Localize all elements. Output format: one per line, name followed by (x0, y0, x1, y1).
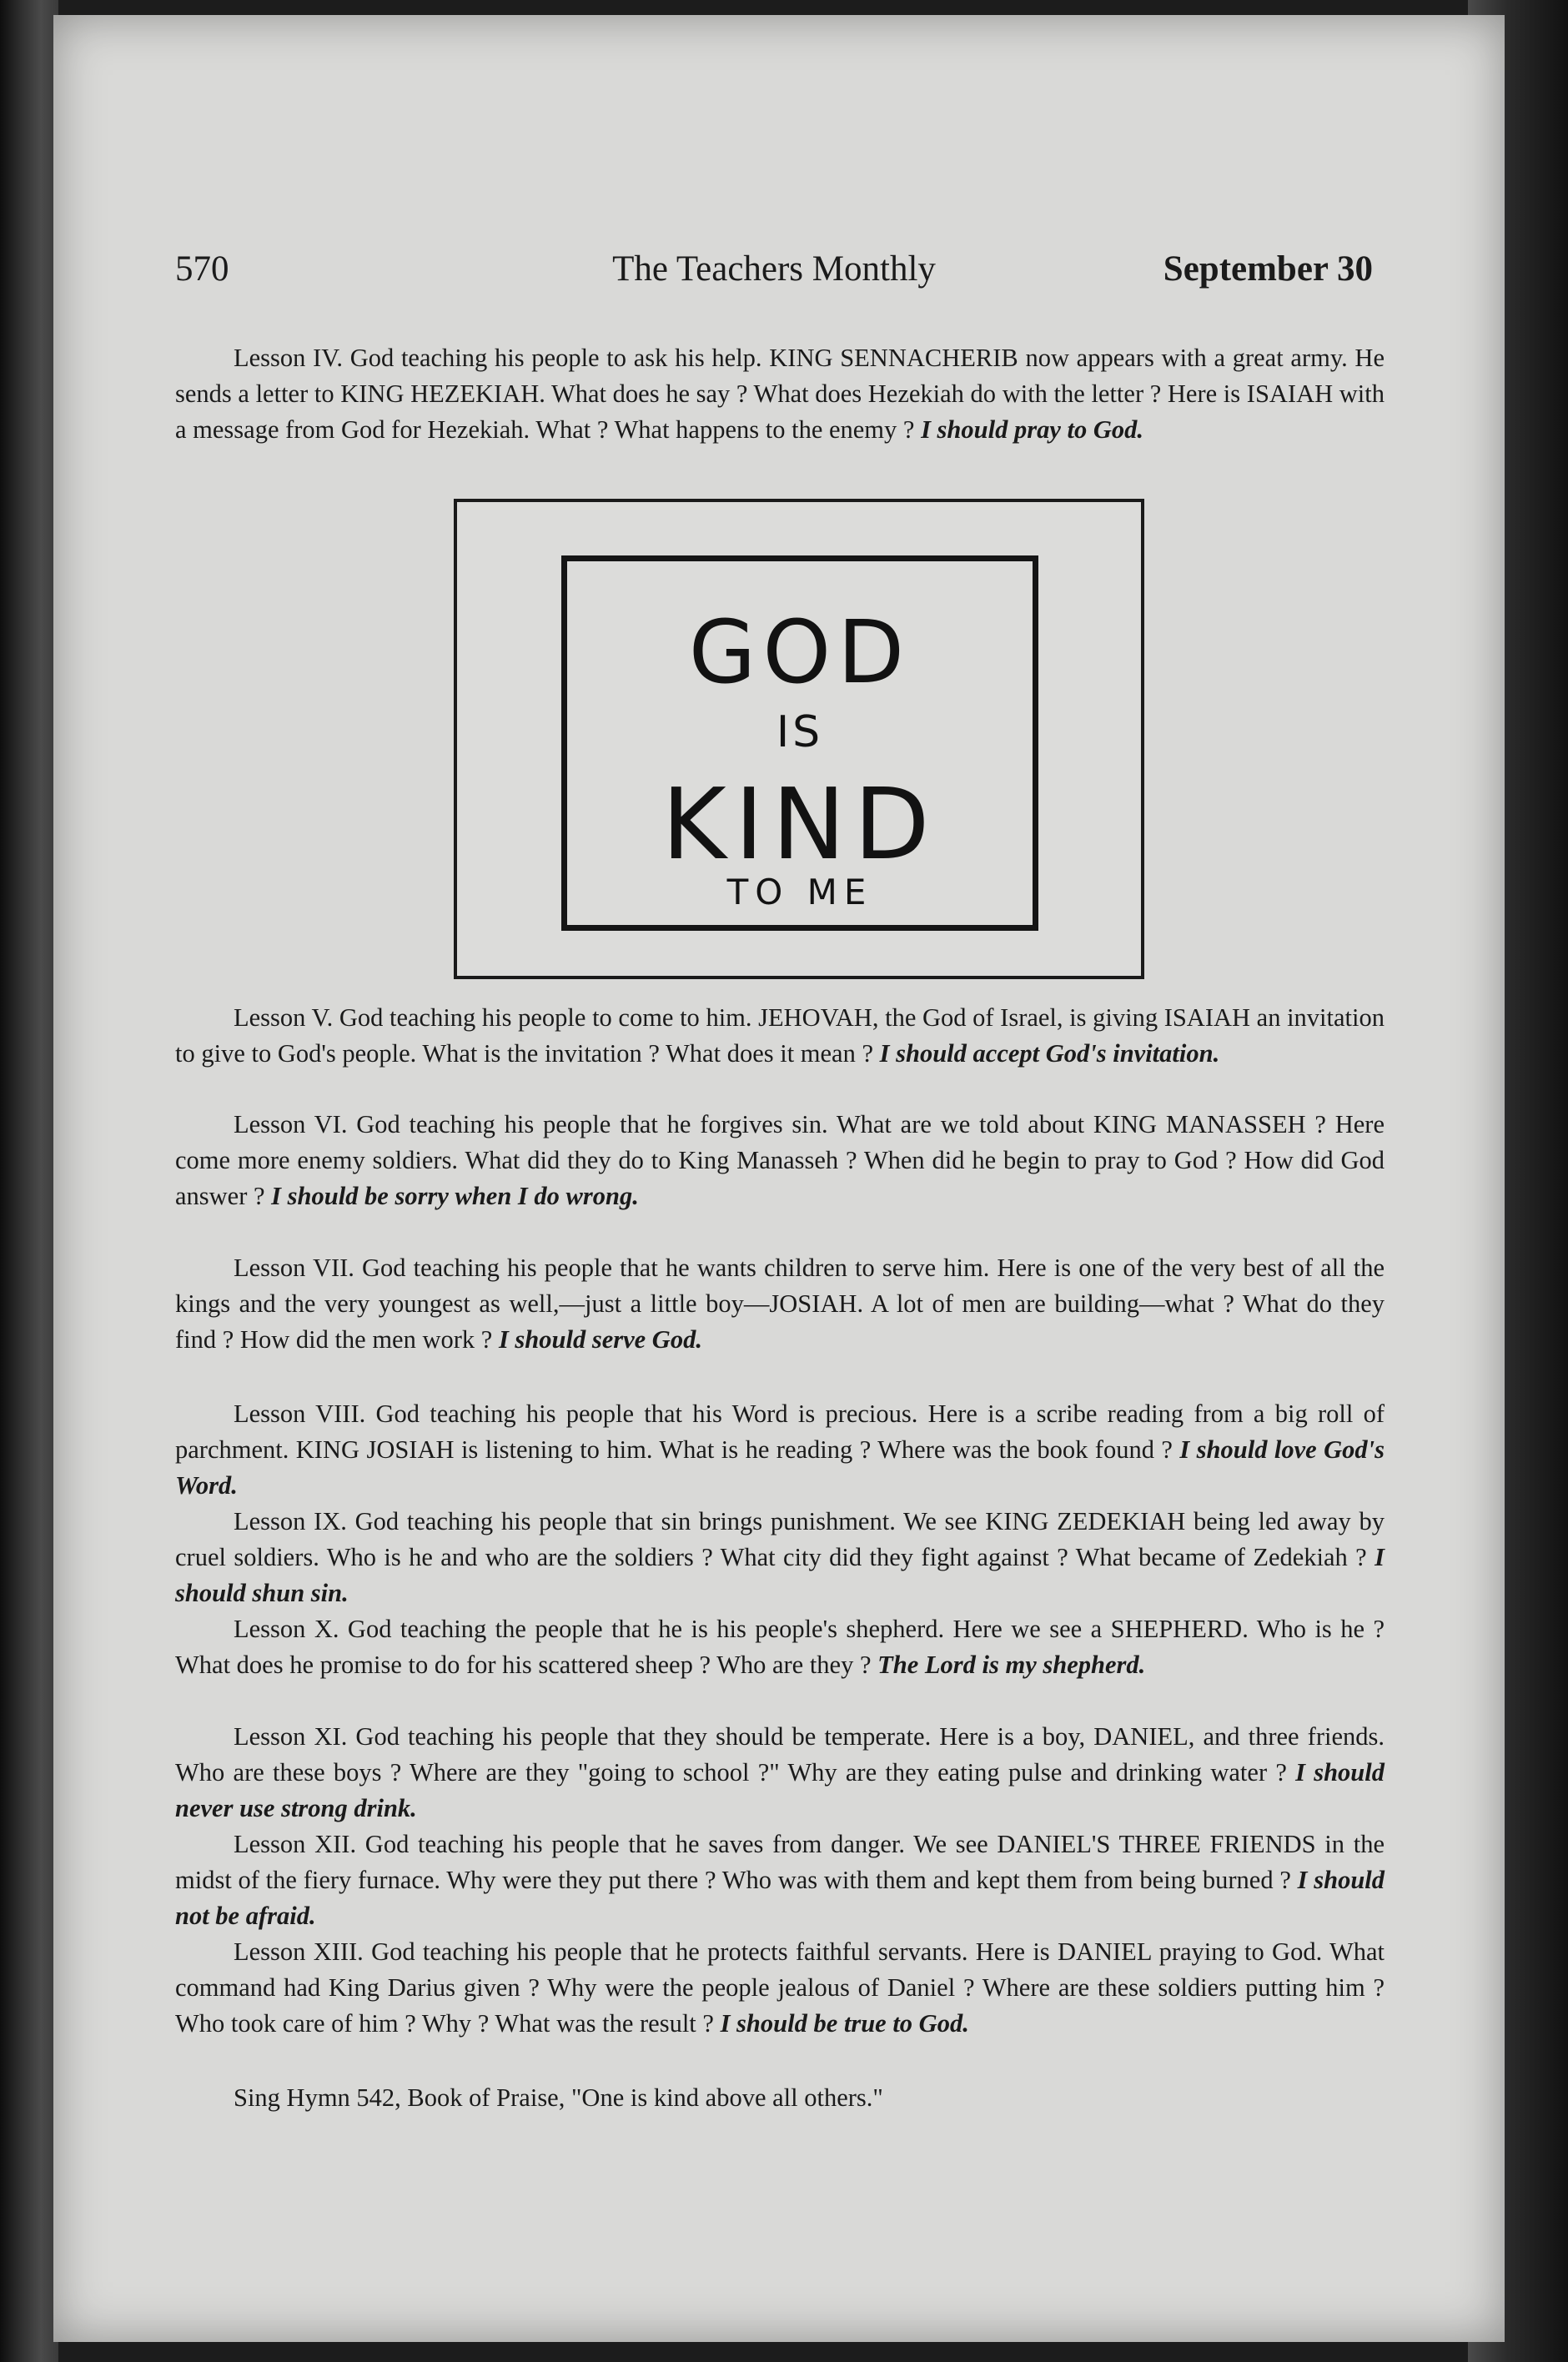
lesson-text: Lesson VIII. God teaching his people that his Word is precious. Here is a scribe reading from a big roll of parchment. KING JOSIAH is listening to him. What is he reading ? Where was the book found ? (175, 1400, 1385, 1464)
motto-line: KIND (661, 766, 938, 882)
closing-text: Sing Hymn 542, Book of Praise, "One is kind above all others." (234, 2083, 883, 2112)
motto-line: GOD (688, 601, 912, 703)
lesson-moral: I should shun sin. (175, 1543, 1385, 1607)
lesson-paragraph (175, 340, 1385, 448)
issue-date: September 30 (1163, 249, 1373, 289)
page-number: 570 (175, 249, 229, 289)
lesson-paragraph (175, 1000, 1385, 1072)
lesson-moral: I should not be afraid. (175, 1866, 1385, 1930)
motto-illustration (454, 499, 1144, 979)
lesson-moral: I should be sorry when I do wrong. (271, 1182, 639, 1210)
lesson-text: Lesson IV. God teaching his people to ask his help. KING SENNACHERIB now appears with a great army. He sends a letter to KING HEZEKIAH. What does he say ? What does Hezekiah do with the letter ? Here is ISAIAH with a message from God for Hezekiah. What ? What happens to the enemy ? (175, 344, 1385, 444)
lesson-paragraph (175, 1827, 1385, 1934)
lesson-text: Lesson XI. God teaching his people that they should be temperate. Here is a boy, DANIEL, and three friends. Who are these boys ? Where are they "going to school ?" Why are they eating pulse and drinking water ? (175, 1722, 1385, 1787)
closing-instruction (175, 2080, 1385, 2116)
lesson-text: Lesson XIII. God teaching his people that he protects faithful servants. Here is DANIEL praying to God. What command had King Darius given ? Why were the people jealous of Daniel ? Where are these soldiers putting him ? Who took care of him ? Why ? What was the result ? (175, 1937, 1385, 2038)
lesson-text: Lesson X. God teaching the people that he is his people's shepherd. Here we see a SHEPHERD. Who is he ? What does he promise to do for his scattered sheep ? Who are they ? (175, 1615, 1385, 1679)
lesson-paragraph (175, 1719, 1385, 1827)
lesson-paragraph (175, 1250, 1385, 1358)
lesson-moral: I should accept God's invitation. (879, 1039, 1220, 1068)
lesson-paragraph (175, 1611, 1385, 1683)
lesson-text: Lesson V. God teaching his people to come to him. JEHOVAH, the God of Israel, is giving ISAIAH an invitation to give to God's people. What is the invitation ? What does it mean ? (175, 1003, 1385, 1068)
lesson-moral: I should never use strong drink. (175, 1758, 1385, 1822)
lesson-text: Lesson XII. God teaching his people that he saves from danger. We see DANIEL'S THREE FRIENDS in the midst of the fiery furnace. Why were they put there ? Who was with them and kept them from being burned ? (175, 1830, 1385, 1894)
running-head (175, 249, 1373, 315)
lesson-text: Lesson IX. God teaching his people that sin brings punishment. We see KING ZEDEKIAH being led away by cruel soldiers. Who is he and who are the soldiers ? What city did they fight against ? What became of Zedekiah ? (175, 1507, 1385, 1571)
scan-border-left (0, 0, 58, 2362)
lesson-paragraph (175, 1934, 1385, 2042)
lesson-moral: The Lord is my shepherd. (877, 1651, 1146, 1679)
motto-inner-frame (561, 555, 1038, 931)
lesson-moral: I should pray to God. (921, 415, 1143, 444)
lesson-paragraph (175, 1396, 1385, 1504)
motto-line: IS (776, 707, 824, 757)
lesson-moral: I should love God's Word. (175, 1435, 1385, 1500)
lesson-paragraph (175, 1504, 1385, 1611)
journal-title: The Teachers Monthly (612, 249, 936, 289)
lesson-paragraph (175, 1107, 1385, 1214)
lesson-moral: I should serve God. (498, 1325, 702, 1354)
lesson-moral: I should be true to God. (720, 2009, 969, 2038)
motto-line: TO ME (726, 872, 873, 912)
lesson-text: Lesson VII. God teaching his people that he wants children to serve him. Here is one of the very best of all the kings and the very youngest as well,—just a little boy—JOSIAH. A lot of men are building—what ? What do they find ? How did the men work ? (175, 1254, 1385, 1354)
lesson-text: Lesson VI. God teaching his people that he forgives sin. What are we told about KING MANASSEH ? Here come more enemy soldiers. What did they do to King Manasseh ? When did he begin to pray to God ? How did God answer ? (175, 1110, 1385, 1210)
